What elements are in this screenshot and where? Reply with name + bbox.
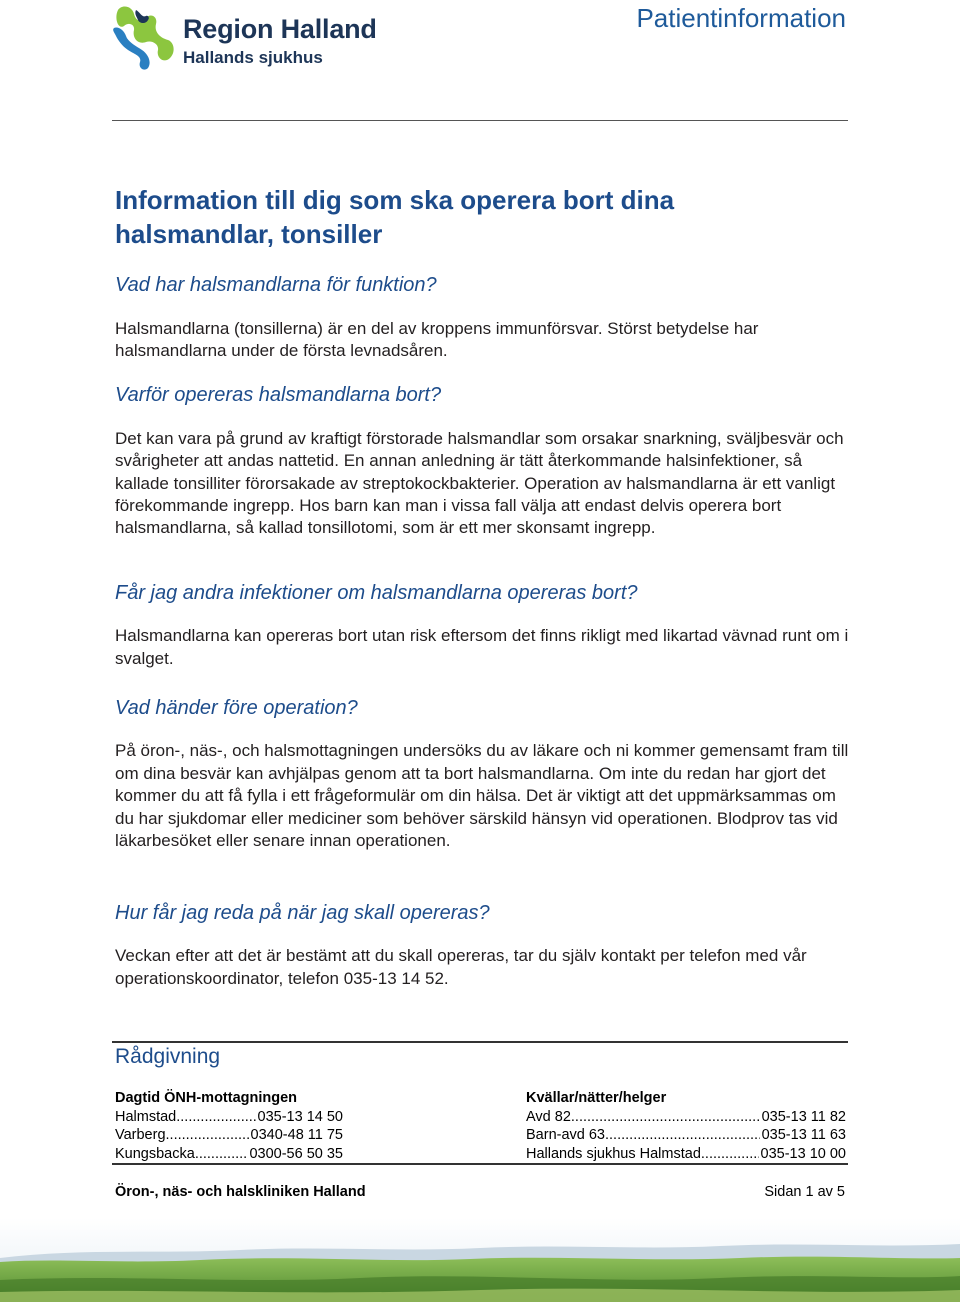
advice-divider [112, 1041, 848, 1043]
advice-day-column [115, 1089, 343, 1163]
contact-row [526, 1126, 846, 1145]
section-body-when: Veckan efter att det är bestämt att du skall opereras, tar du själv kontakt per telefon med vår operationskoordinator, telefon 035-13 14 52. [115, 946, 807, 988]
advice-night-heading: Kvällar/nätter/helger [526, 1090, 667, 1106]
contact-label: Halmstad [115, 1108, 177, 1125]
advice-bottom-divider [112, 1163, 848, 1165]
section-heading-before: Vad händer före operation? [115, 697, 358, 719]
contact-phone: 0340-48 11 75 [250, 1127, 343, 1143]
contact-row [115, 1145, 343, 1164]
header-divider [112, 120, 848, 121]
advice-night-column [526, 1089, 846, 1163]
contact-phone: 035-13 11 63 [761, 1127, 846, 1143]
leader-dots [195, 1145, 248, 1164]
contact-row [115, 1126, 343, 1145]
section-body-infections: Halsmandlarna kan opereras bort utan risk eftersom det finns rikligt med likartad vävnad runt om i svalget. [115, 626, 849, 668]
logo-text-hallands-sjukhus: Hallands sjukhus [183, 48, 323, 67]
page-title: Information till dig som ska operera bort dina halsmandlar, tonsiller [115, 185, 675, 249]
section-heading-infections: Får jag andra infektioner om halsmandlarna opereras bort? [115, 582, 638, 604]
contact-row [526, 1108, 846, 1127]
leader-dots [166, 1126, 249, 1145]
contact-row [115, 1108, 343, 1127]
leader-dots [571, 1108, 760, 1127]
advice-day-heading: Dagtid ÖNH-mottagningen [115, 1090, 298, 1106]
contact-label: Barn-avd 63 [526, 1127, 605, 1143]
section-body-function: Halsmandlarna (tonsillerna) är en del av kroppens immunförsvar. Störst betydelse har halsmandlarna under de första levnadsåren. [115, 319, 759, 361]
contact-phone: 0300-56 50 35 [249, 1145, 343, 1162]
contact-label: Kungsbacka [115, 1145, 195, 1162]
section-heading-why: Varför opereras halsmandlarna bort? [115, 384, 442, 406]
logo-green-shape [116, 7, 173, 61]
contact-label: Varberg [115, 1127, 166, 1143]
footer-clinic: Öron-, näs- och halskliniken Halland [115, 1184, 366, 1200]
contact-label: Avd 82 [526, 1108, 571, 1125]
leader-dots [701, 1145, 759, 1164]
contact-phone: 035-13 14 50 [257, 1108, 343, 1125]
leader-dots [176, 1108, 255, 1127]
contact-label: Hallands sjukhus Halmstad [526, 1145, 701, 1162]
contact-phone: 035-13 11 82 [761, 1108, 846, 1125]
contact-row [526, 1145, 846, 1164]
section-heading-function: Vad har halsmandlarna för funktion? [115, 274, 437, 296]
section-body-why: Det kan vara på grund av kraftigt förstorade halsmandlar som orsakar snarkning, sväljbesvär och svårigheter att andas nattetid. En annan anledning är tätt återkommande halsinfektioner, så kallade tonsilliter förorsakade av streptokockbakterier. Operation av halsmandlarna är ett vanligt förekommande ingrepp. Hos barn kan man i vissa fall välja att endast delvis operera bort halsmandlarna, så kallad tonsillotomi, som är ett mer skonsamt ingrepp. [115, 429, 844, 538]
logo-text-region-halland: Region Halland [183, 14, 377, 44]
landscape-footer-image [0, 1218, 960, 1302]
document-type-label: Patientinformation [636, 3, 846, 33]
leader-dots [605, 1126, 760, 1145]
footer-page-number: Sidan 1 av 5 [764, 1184, 845, 1200]
section-body-before: På öron-, näs-, och halsmottagningen undersöks du av läkare och ni kommer gemensamt fram till om dina besvär kan avhjälpas genom att ta bort halsmandlarna. Om inte du redan har gjort det kommer du att få fylla i ett frågeformulär om din hälsa. Det är viktigt att det uppmärksammas om du har sjukdomar eller mediciner som behöver särskild hänsyn vid operationen. Blodprov tas vid läkarbesöket eller senare innan operationen. [115, 741, 849, 850]
section-heading-when: Hur får jag reda på när jag skall opereras? [115, 902, 490, 924]
contact-phone: 035-13 10 00 [760, 1145, 846, 1162]
advice-title: Rådgivning [115, 1045, 221, 1068]
